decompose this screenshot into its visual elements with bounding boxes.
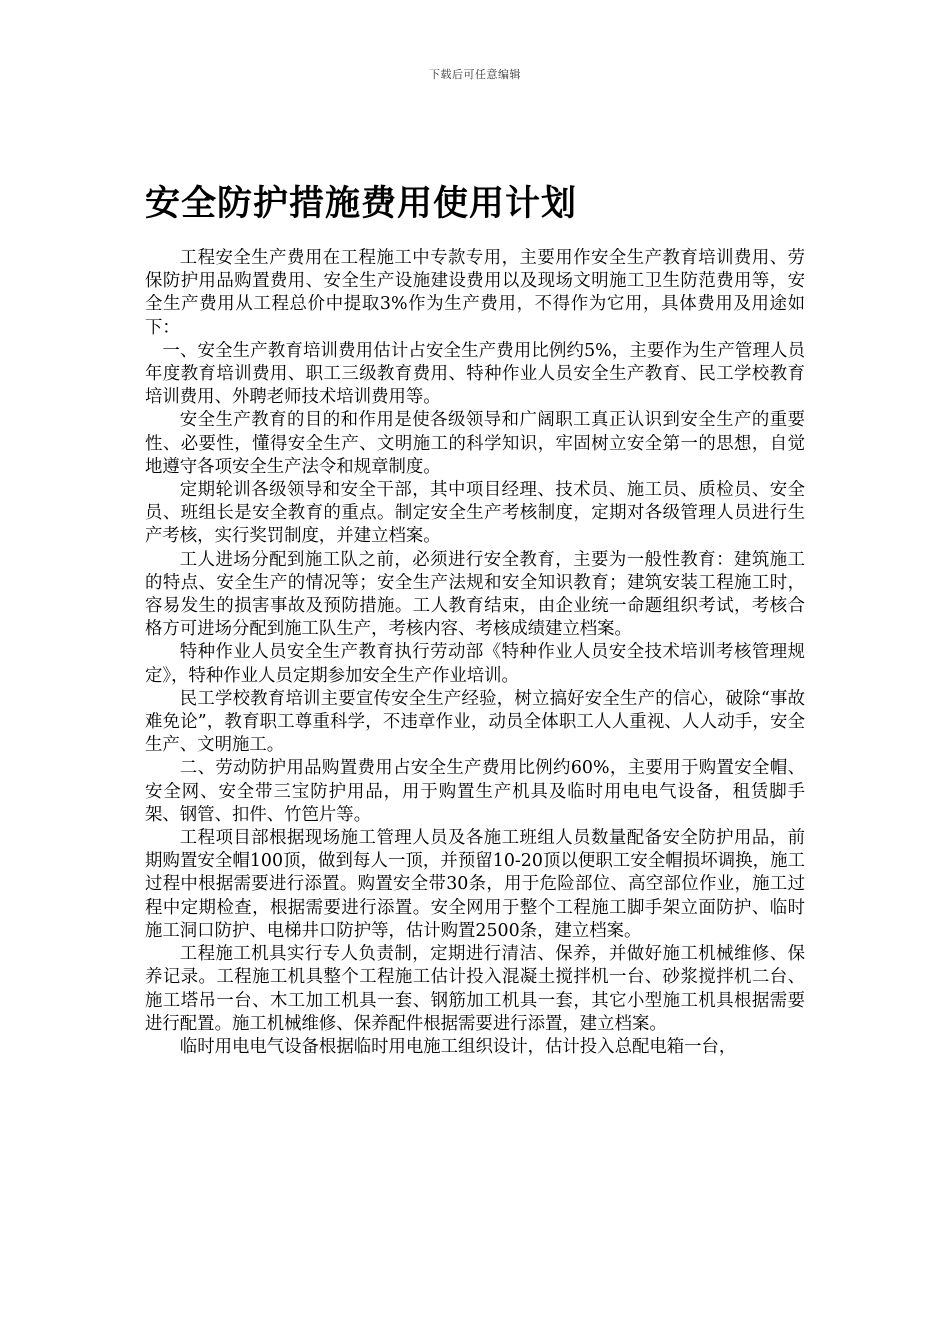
paragraph: 工人进场分配到施工队之前，必须进行安全教育，主要为一般性教育：建筑施工的特点、安全生产的情况等；安全生产法规和安全知识教育；建筑安装工程施工时，容易发生的损害事故及预防措施。工人教育结束，由企业统一命题组织考试，考核合格方可进场分配到施工队生产，考核内容、考核成绩建立档案。: [145, 549, 805, 640]
paragraph-section-1: 一、安全生产教育培训费用估计占安全生产费用比例约5%，主要作为生产管理人员年度教育培训费用、职工三级教育费用、特种作业人员安全生产教育、民工学校教育培训费用、外聘老师技术培训费用等。: [145, 340, 805, 408]
paragraph: 特种作业人员安全生产教育执行劳动部《特种作业人员安全技术培训考核管理规定》，特种作业人员定期参加安全生产作业培训。: [145, 642, 805, 686]
document-body: [145, 247, 805, 1059]
paragraph: 民工学校教育培训主要宣传安全生产经验，树立搞好安全生产的信心，破除“事故难免论”，教育职工尊重科学，不违章作业，动员全体职工人人重视、人人动手，安全生产、文明施工。: [145, 688, 805, 756]
paragraph: 定期轮训各级领导和安全干部，其中项目经理、技术员、施工员、质检员、安全员、班组长是安全教育的重点。制定安全生产考核制度，定期对各级管理人员进行生产考核，实行奖罚制度，并建立档案。: [145, 480, 805, 547]
paragraph: 工程项目部根据现场施工管理人员及各施工班组人员数量配备安全防护用品，前期购置安全帽100顶，做到每人一顶，并预留10-20顶以便职工安全帽损坏调换，施工过程中根据需要进行添置。购置安全带30条，用于危险部位、高空部位作业，施工过程中定期检查，根据需要进行添置。安全网用于整个工程施工脚手架立面防护、临时施工洞口防护、电梯井口防护等，估计购置2500条，建立档案。: [145, 828, 805, 941]
paragraph: 工程施工机具实行专人负责制，定期进行清洁、保养，并做好施工机械维修、保养记录。工程施工机具整个工程施工估计投入混凝土搅拌机一台、砂浆搅拌机二台、施工塔吊一台、木工加工机具一套、钢筋加工机具一套，其它小型施工机具根据需要进行配置。施工机械维修、保养配件根据需要进行添置，建立档案。: [145, 944, 805, 1034]
paragraph: 临时用电电气设备根据临时用电施工组织设计，估计投入总配电箱一台，: [179, 1036, 737, 1057]
paragraph-intro: 工程安全生产费用在工程施工中专款专用，主要用作安全生产教育培训费用、劳保防护用品购置费用、安全生产设施建设费用以及现场文明施工卫生防范费用等，安全生产费用从工程总价中提取3%作为生产费用，不得作为它用，具体费用及用途如下：: [145, 248, 805, 338]
document-title: 安全防护措施费用使用计划: [145, 184, 578, 224]
paragraph-section-2: 二、劳动防护用品购置费用占安全生产费用比例约60%，主要用于购置安全帽、安全网、安全带三宝防护用品，用于购置生产机具及临时用电电气设备，租赁脚手架、钢管、扣件、竹笆片等。: [145, 758, 805, 825]
paragraph: 安全生产教育的目的和作用是使各级领导和广阔职工真正认识到安全生产的重要性、必要性，懂得安全生产、文明施工的科学知识，牢固树立安全第一的思想，自觉地遵守各项安全生产法令和规章制度。: [145, 410, 805, 477]
page-header-note: 下载后可任意编辑: [429, 68, 521, 81]
